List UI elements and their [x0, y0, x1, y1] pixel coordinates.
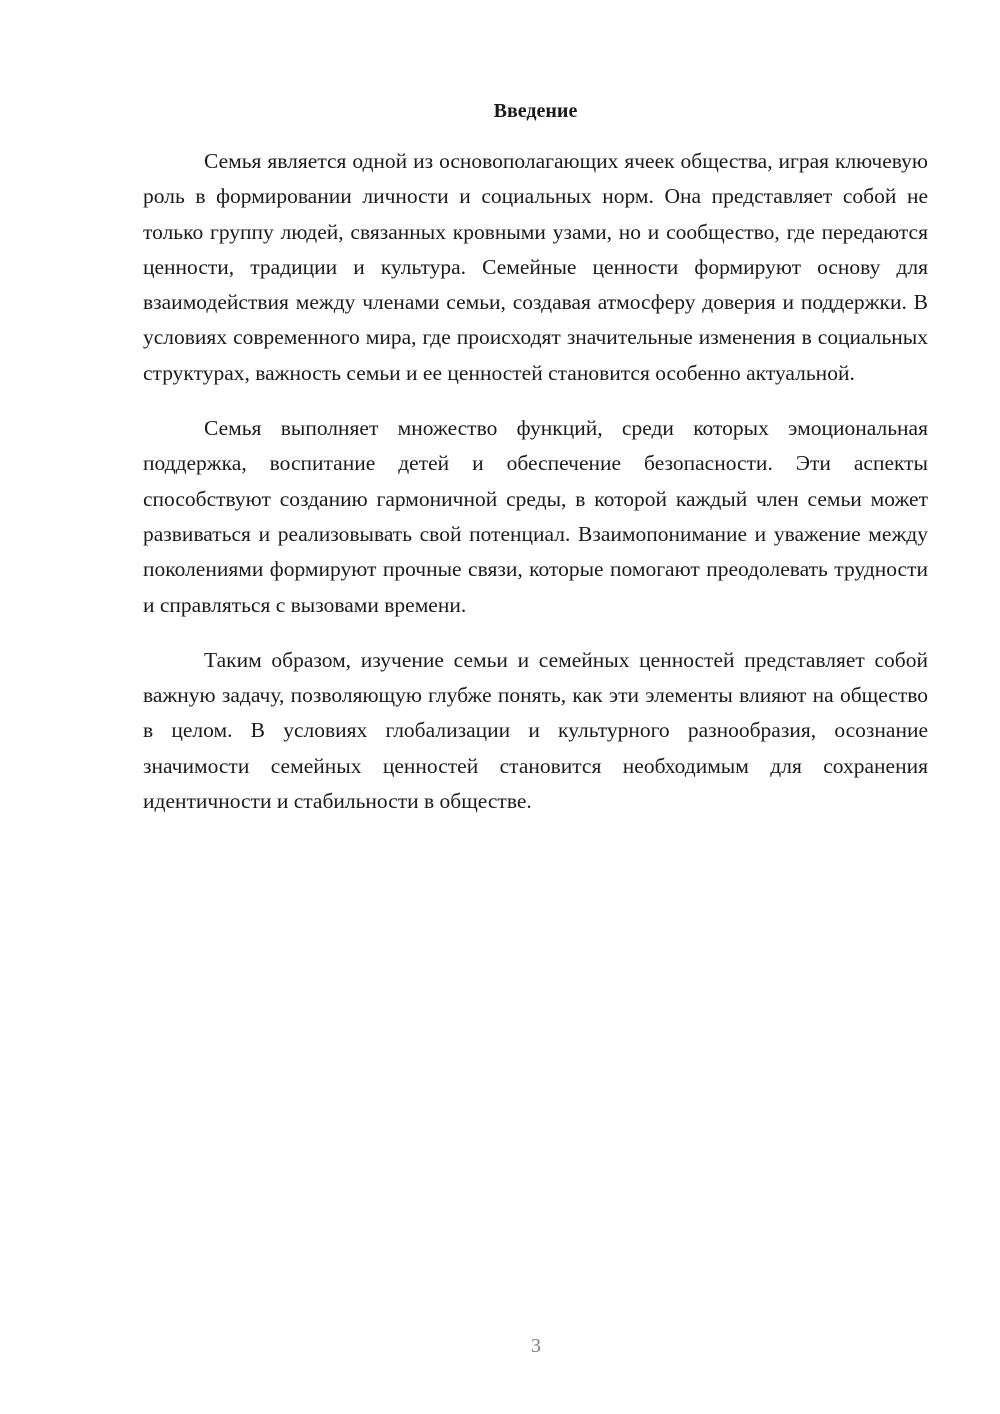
section-title: Введение: [493, 100, 578, 122]
paragraph-1: Семья является одной из основополагающих ячеек общества, играя ключевую роль в формировании личности и социальных норм. Она представляет собой не только группу людей, связанных кровными узами, но и сообщество, где передаются ценности, традиции и культура. Семейные ценности формируют основу для взаимодействия между членами семьи, создавая атмосферу доверия и поддержки. В условиях современного мира, где происходят значительные изменения в социальных структурах, важность семьи и ее ценностей становится особенно актуальной.: [143, 149, 928, 385]
paragraph-2: Семья выполняет множество функций, среди которых эмоциональная поддержка, воспитание детей и обеспечение безопасности. Эти аспекты способствуют созданию гармоничной среды, в которой каждый член семьи может развиваться и реализовывать свой потенциал. Взаимопонимание и уважение между поколениями формируют прочные связи, которые помогают преодолевать трудности и справляться с вызовами времени.: [143, 416, 928, 617]
page-content: [143, 96, 928, 839]
paragraph-3: Таким образом, изучение семьи и семейных ценностей представляет собой важную задачу, позволяющую глубже понять, как эти элементы влияют на общество в целом. В условиях глобализации и культурного разнообразия, осознание значимости семейных ценностей становится необходимым для сохранения идентичности и стабильности в обществе.: [143, 647, 928, 814]
page-number: 3: [531, 1335, 541, 1357]
